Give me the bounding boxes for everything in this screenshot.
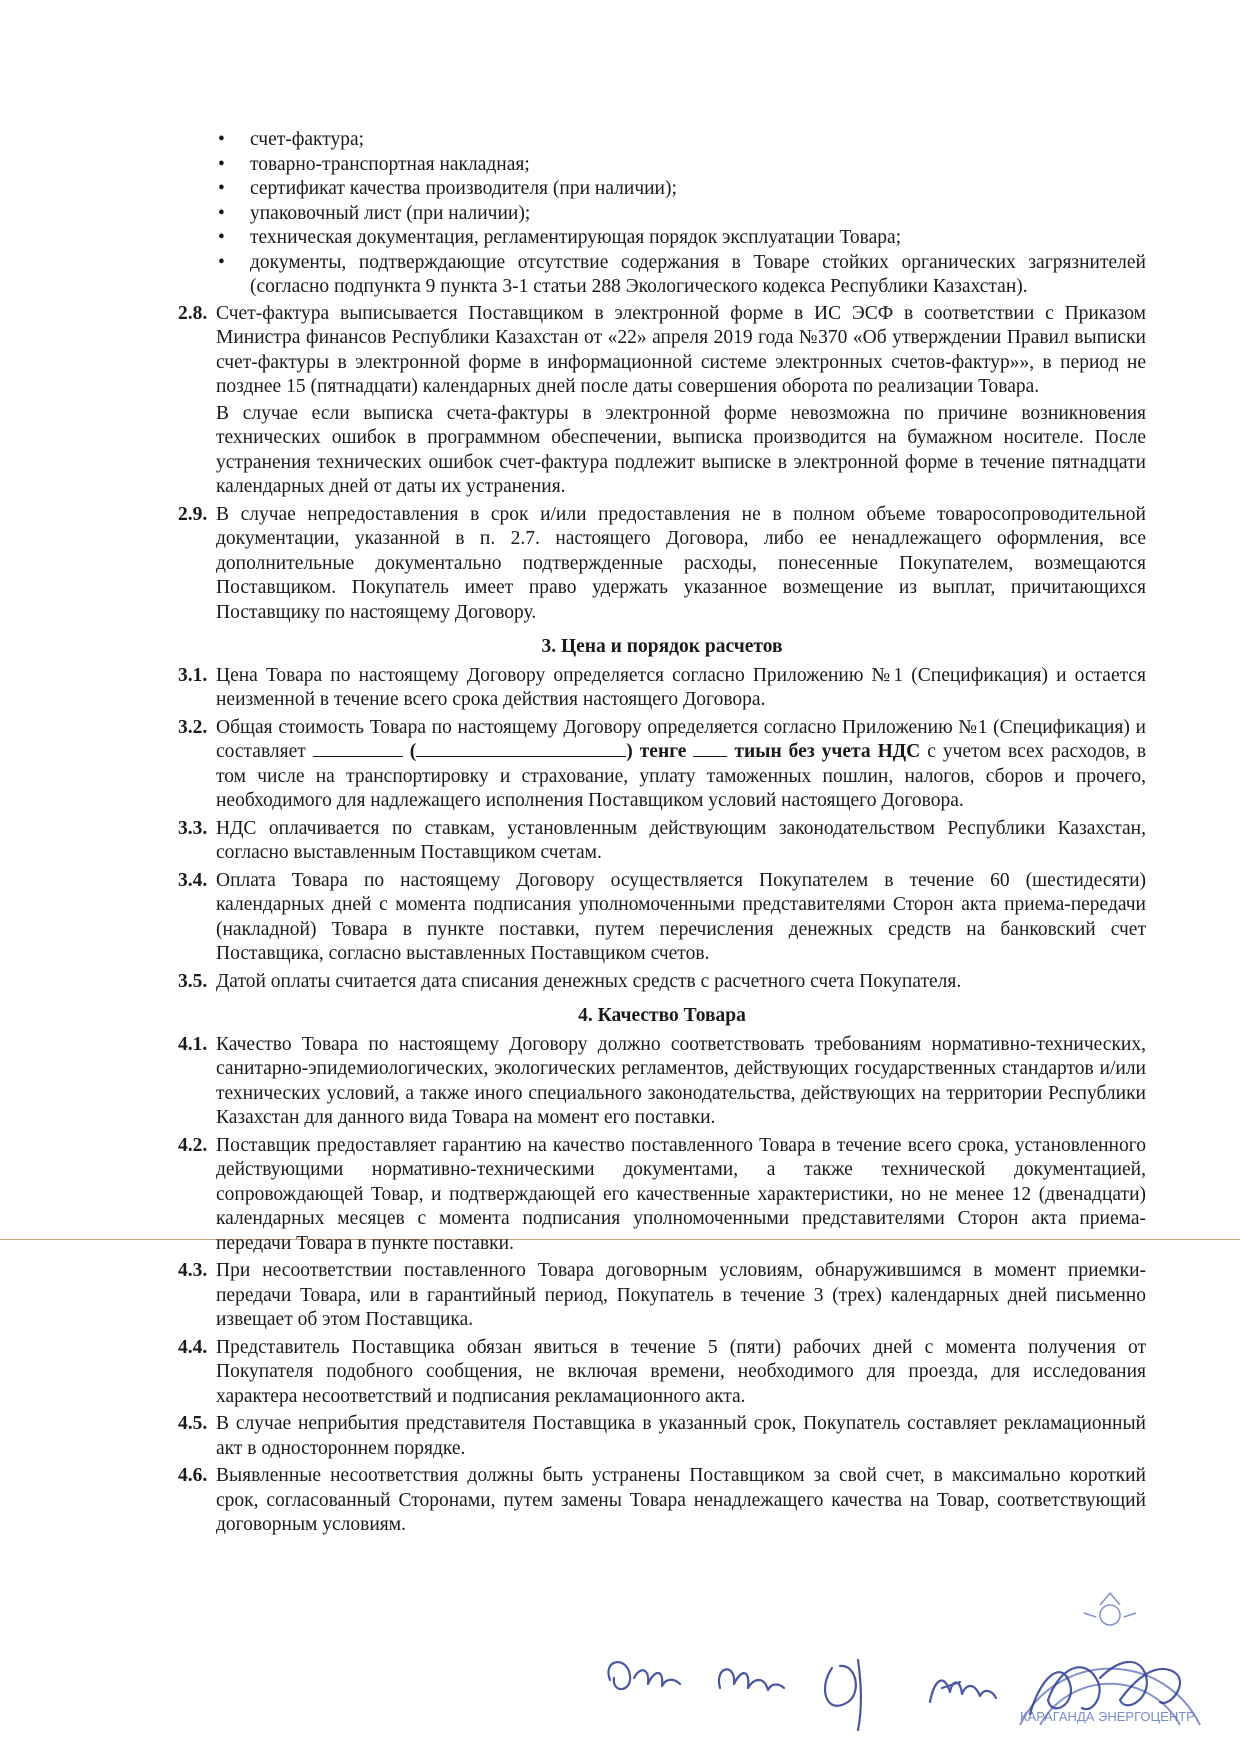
clause-2-9: [178, 503, 1146, 626]
clause-3-1: [178, 664, 1146, 713]
clause-number: 3.4.: [178, 869, 208, 891]
list-item: • упаковочный лист (при наличии);: [178, 202, 1146, 227]
clause-text-part: с учетом всех расходов, в том числе на транспортировку и страхование, уплату таможенных пошлин, налогов, сборов и прочего, необходимого для надлежащего исполнения Поставщиком условий настоящего Договора.: [216, 741, 1147, 811]
stamp-text: КАРАГАНДА ЭНЕРГОЦЕНТР: [1020, 1709, 1195, 1724]
clause-text: Поставщик предоставляет гарантию на качество поставленного Товара в течение всего срока, установленного действующими нормативно-техническими документами, а также технической документацией, сопровождающей Товар, и подтверждающей его качественные характеристики, но не менее 12 (двенадцати) календарных месяцев с момента подписания уполномоченными представителями Сторон акта приема-передачи Товара в пункте поставки.: [216, 1134, 1146, 1254]
clause-number: 4.6.: [178, 1465, 208, 1486]
clause-text: Выявленные несоответствия должны быть устранены Поставщиком за свой счет, в максимально короткий срок, согласованный Сторонами, путем замены Товара ненадлежащего качества на Товар, соответствующий договорным условиям.: [216, 1465, 1146, 1535]
clause-number: 2.9.: [178, 503, 208, 525]
list-item: • сертификат качества производителя (при наличии);: [178, 177, 1146, 202]
amount-words-blank: [416, 740, 626, 757]
paren-open: (: [409, 741, 417, 762]
vat-label: тиын без учета НДС: [734, 741, 921, 762]
signatures: [600, 1618, 1240, 1748]
section-heading: 3. Цена и порядок расчетов: [541, 636, 783, 657]
list-item: • счет-фактура;: [178, 128, 1146, 153]
list-item: • товарно-транспортная накладная;: [178, 153, 1146, 178]
clause-number: 3.5.: [178, 970, 208, 992]
clause-text: [216, 716, 1146, 814]
clause-number: 4.5.: [178, 1413, 208, 1434]
clause-4-6: [178, 1464, 1146, 1538]
signature-main: [1030, 1662, 1180, 1714]
initials-4: [930, 1681, 996, 1702]
section-heading: 4. Качество Товара: [578, 1005, 746, 1026]
clause-4-5: [178, 1412, 1146, 1461]
clause-4-1: [178, 1033, 1146, 1131]
clause-3-3: [178, 817, 1146, 866]
clause-text: Датой оплаты считается дата списания денежных средств с расчетного счета Покупателя.: [216, 970, 962, 992]
clause-2-8: [178, 302, 1146, 500]
list-item: • техническая документация, регламентирующая порядок эксплуатации Товара;: [178, 226, 1146, 251]
clause-number: 3.1.: [178, 664, 208, 686]
clause-text: НДС оплачивается по ставкам, установленным действующим законодательством Республики Казахстан, согласно выставленным Поставщиком счетам.: [216, 817, 1146, 863]
clause-3-4: [178, 869, 1146, 967]
clause-number: 3.3.: [178, 817, 208, 839]
clause-text: Оплата Товара по настоящему Договору осуществляется Покупателем в течение 60 (шестидесяти) календарных дней с момента подписания уполномоченными представителями Сторон акта приема-передачи (накладной) Товара в пункте поставки, путем перечисления денежных средств на банковский счет Поставщика, согласно выставленных Поставщиком счетов.: [216, 869, 1146, 964]
clause-number: 4.2.: [178, 1134, 208, 1156]
document-list: [178, 128, 1146, 300]
clause-text: Цена Товара по настоящему Договору определяется согласно Приложению №1 (Спецификация) и остается неизменной в течение всего срока действия настоящего Договора.: [216, 664, 1146, 710]
amount-blank: [313, 740, 403, 757]
clause-number: 4.1.: [178, 1033, 208, 1055]
clause-3-2: [178, 716, 1146, 814]
contract-body: [178, 128, 1146, 1541]
clause-text: Качество Товара по настоящему Договору должно соответствовать требованиям нормативно-технических, санитарно-эпидемиологических, экологических регламентов, действующих государственных стандартов и/или технических условий, а также иного специального законодательства, действующих на территории Республики Казахстан для данного вида Товара на момент его поставки.: [216, 1033, 1146, 1128]
initials-1: [608, 1662, 680, 1689]
initials-2: [719, 1669, 784, 1690]
clause-number: 4.4.: [178, 1336, 208, 1358]
clause-number: 2.8.: [178, 302, 208, 324]
clause-4-2: [178, 1134, 1146, 1257]
clause-text: В случае неприбытия представителя Поставщика в указанный срок, Покупатель составляет рекламационный акт в одностороннем порядке.: [216, 1413, 1146, 1459]
initials-3: [825, 1660, 861, 1730]
clause-4-4: [178, 1336, 1146, 1410]
clause-text: В случае если выписка счета-фактуры в электронной форме невозможна по причине возникновения технических ошибок в программном обеспечении, выписка производится на бумажном носителе. После устранения технических ошибок счет-фактура подлежит выписке в электронной форме в течение пятнадцати календарных дней от даты их устранения.: [216, 402, 1146, 497]
clause-number: 3.2.: [178, 716, 208, 738]
clause-text: В случае непредоставления в срок и/или предоставления не в полном объеме товаросопроводительной документации, указанной в п. 2.7. настоящего Договора, либо ее ненадлежащего оформления, все дополнительные документально подтвержденные расходы, понесенные Покупателем, возмещаются Поставщиком. Покупатель имеет право удержать указанное возмещение из выплат, причитающихся Поставщику по настоящему Договору.: [216, 503, 1146, 623]
tiyn-blank: [693, 740, 727, 757]
clause-text-part: Общая стоимость Товара по настоящему Договору определяется согласно Приложению №1 (Спецификация) и составляет: [216, 716, 1146, 762]
clause-3-5: [178, 970, 1146, 995]
clause-text: При несоответствии поставленного Товара договорным условиям, обнаружившимся в момент приемки-передачи Товара, или в гарантийный период, Покупатель в течение 3 (трех) календарных дней письменно извещает об этом Поставщика.: [216, 1260, 1146, 1330]
clause-text: Представитель Поставщика обязан явиться в течение 5 (пяти) рабочих дней с момента получения от Покупателя подобного сообщения, не включая времени, необходимого для проезда, для исследования характера несоответствий и подписания рекламационного акта.: [216, 1336, 1146, 1407]
currency-label: ) тенге: [626, 741, 687, 762]
clause-number: 4.3.: [178, 1260, 208, 1281]
list-item: • документы, подтверждающие отсутствие содержания в Товаре стойких органических загрязнителей (согласно подпункта 9 пункта 3-1 статьи 288 Экологического кодекса Республики Казахстан).: [178, 251, 1146, 300]
clause-text: Счет-фактура выписывается Поставщиком в электронной форме в ИС ЭСФ в соответствии с Приказом Министра финансов Республики Казахстан от «22» апреля 2019 года №370 «Об утверждении Правил выписки счет-фактуры в электронной форме в информационной системе электронных счетов-фактур»», в период не позднее 15 (пятнадцати) календарных дней после даты совершения оборота по реализации Товара.: [216, 302, 1146, 397]
clause-4-3: [178, 1259, 1146, 1333]
